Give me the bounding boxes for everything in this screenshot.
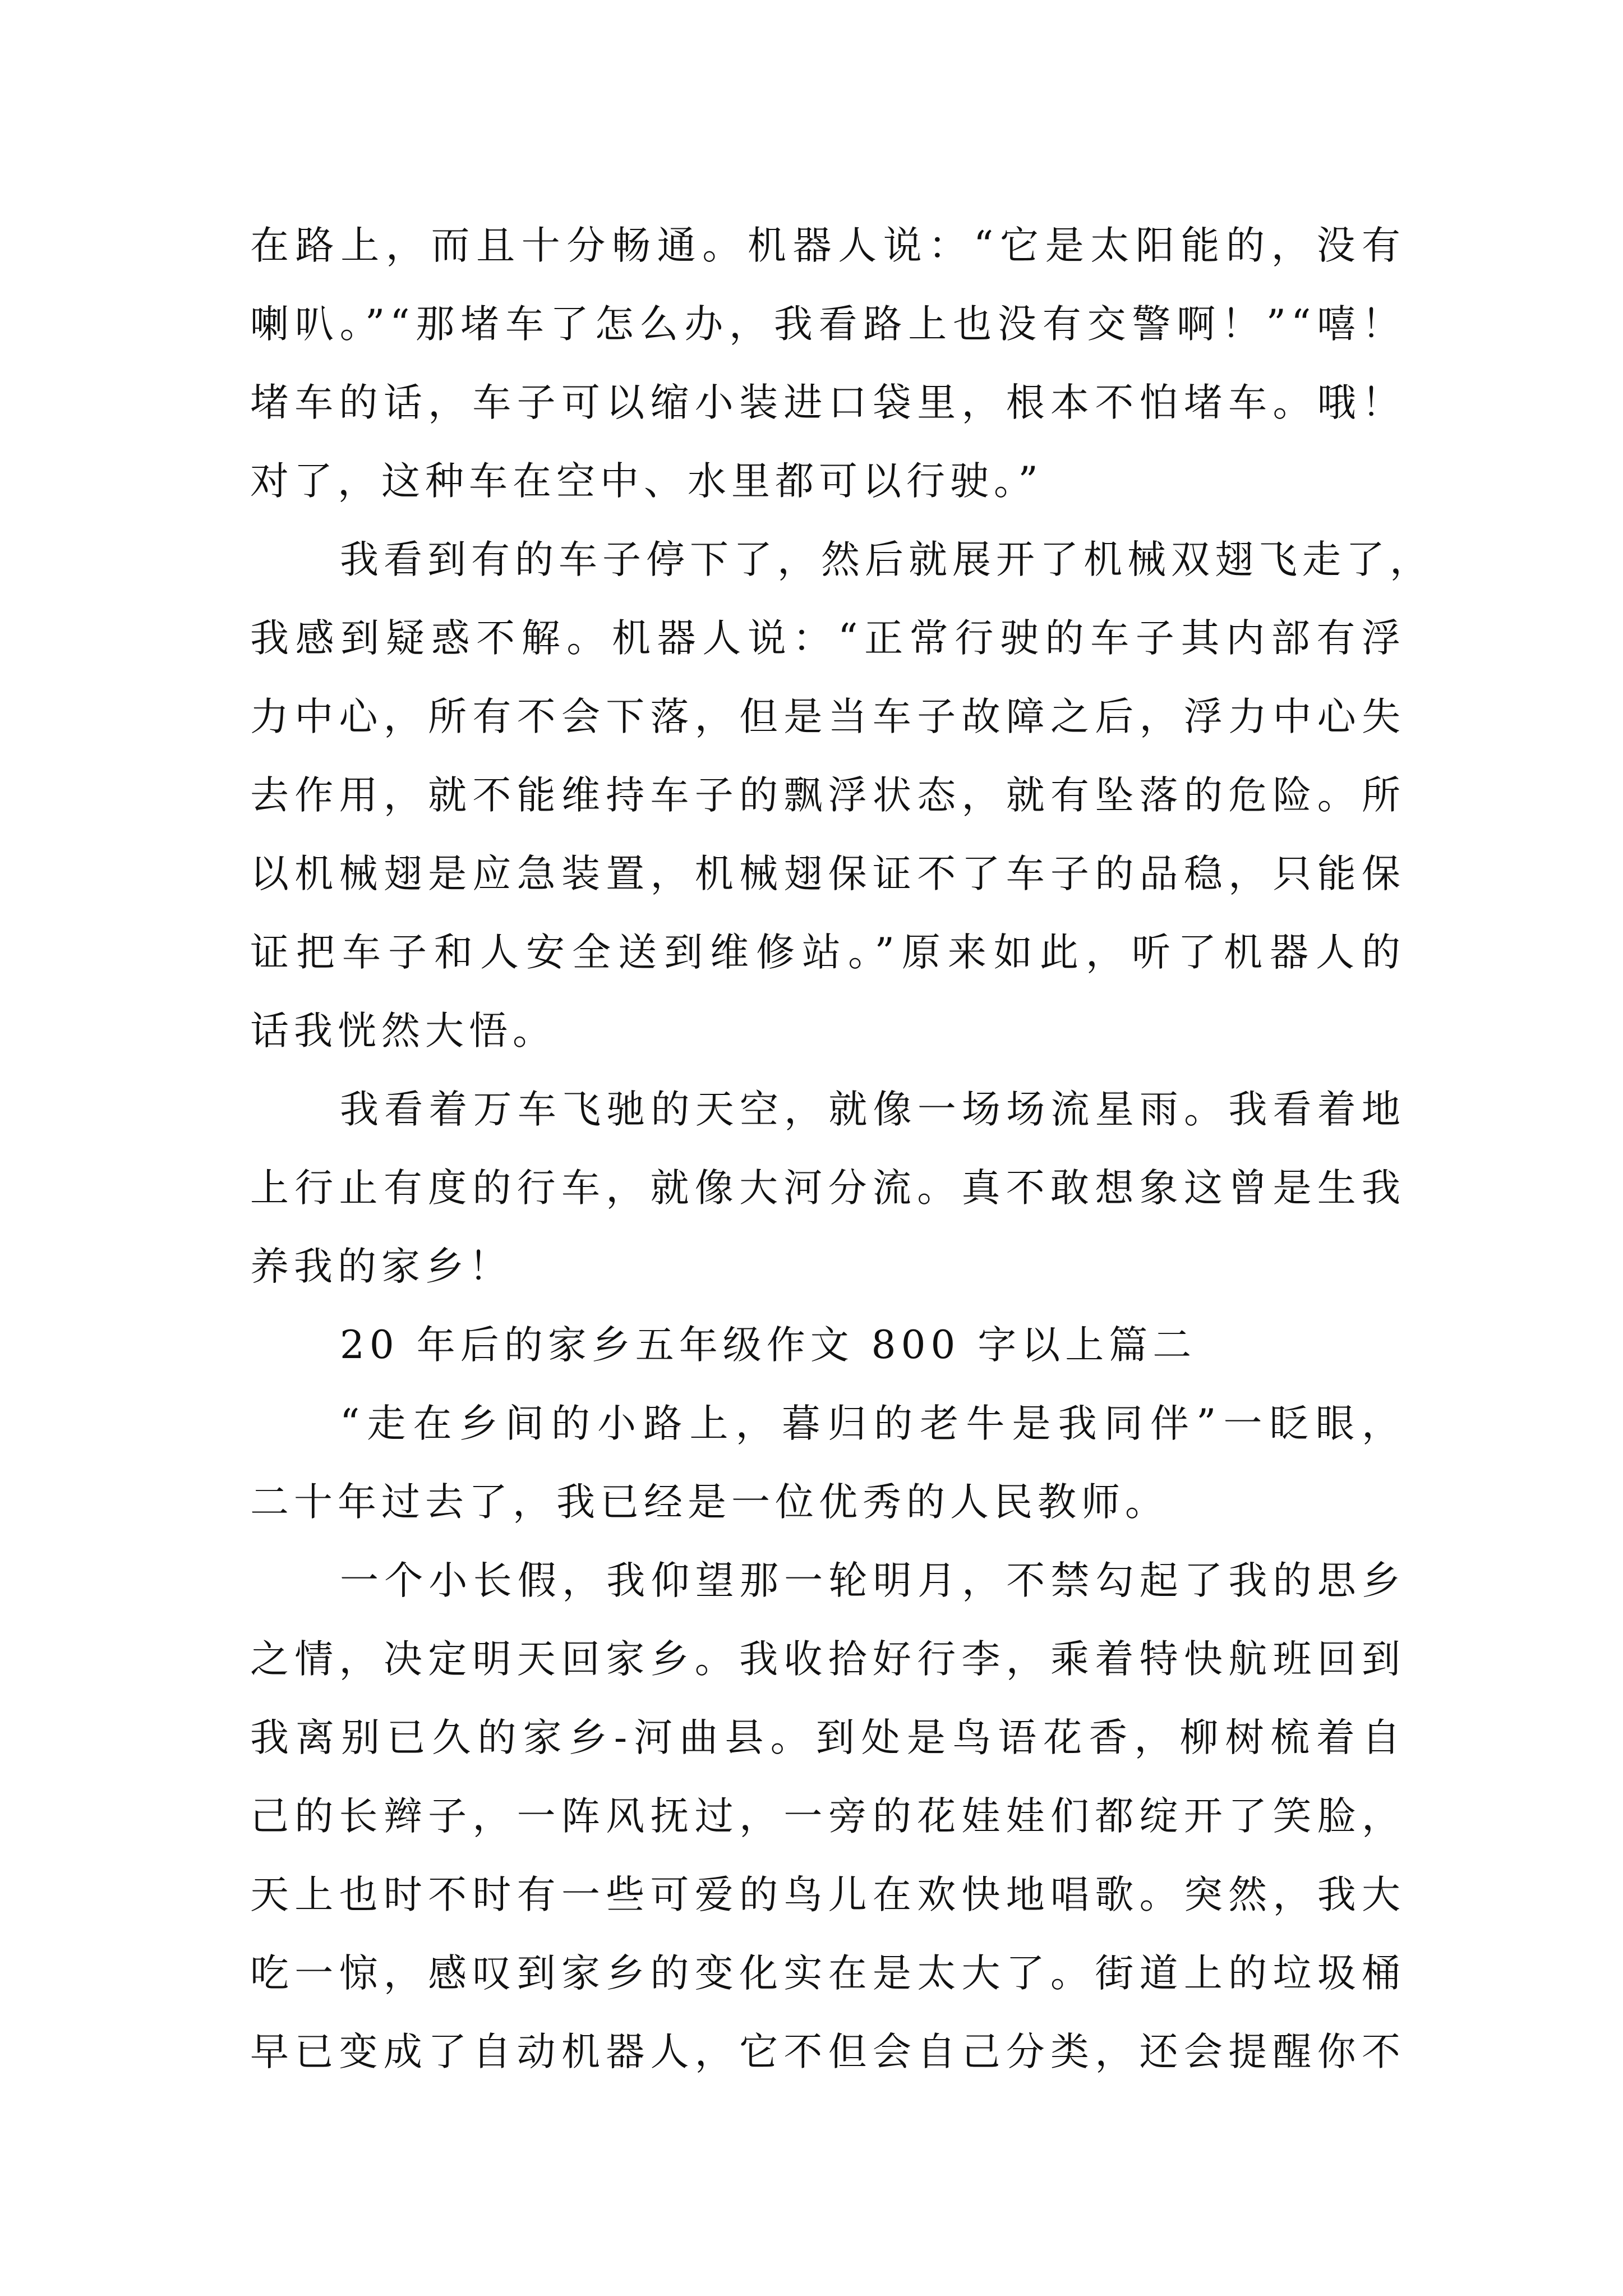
text-line: 我感到疑惑不解。机器人说：“正常行驶的车子其内部有浮 xyxy=(250,616,1405,661)
text-line: 之情，决定明天回家乡。我收拾好行李，乘着特快航班回到 xyxy=(250,1637,1405,1682)
text-line: 在路上，而且十分畅通。机器人说：“它是太阳能的，没有 xyxy=(250,223,1405,268)
text-line: 我离别已久的家乡-河曲县。到处是鸟语花香，柳树梳着自 xyxy=(250,1715,1405,1760)
text-line: 力中心，所有不会下落，但是当车子故障之后，浮力中心失 xyxy=(250,694,1405,739)
text-line: 堵车的话，车子可以缩小装进口袋里，根本不怕堵车。哦！ xyxy=(250,380,1405,425)
text-line: 己的长辫子，一阵风抚过，一旁的花娃娃们都绽开了笑脸， xyxy=(250,1794,1405,1839)
text-line: 早已变成了自动机器人，它不但会自己分类，还会提醒你不 xyxy=(250,2030,1405,2074)
text-line: 二十年过去了，我已经是一位优秀的人民教师。 xyxy=(250,1480,1169,1525)
paragraph-first-line: 一个小长假，我仰望那一轮明月，不禁勾起了我的思乡 xyxy=(340,1558,1405,1603)
text-line: 话我恍然大悟。 xyxy=(250,1009,556,1053)
text-line: 证把车子和人安全送到维修站。”原来如此，听了机器人的 xyxy=(250,930,1405,975)
section-heading: 20 年后的家乡五年级作文 800 字以上篇二 xyxy=(340,1323,1197,1368)
paragraph-first-line: 我看到有的车子停下了，然后就展开了机械双翅飞走了， xyxy=(340,537,1433,582)
text-line: 去作用，就不能维持车子的飘浮状态，就有坠落的危险。所 xyxy=(250,773,1405,818)
text-line: 天上也时不时有一些可爱的鸟儿在欢快地唱歌。突然，我大 xyxy=(250,1872,1405,1917)
text-line: 喇叭。”“那堵车了怎么办，我看路上也没有交警啊！”“嘻！ xyxy=(250,302,1405,347)
paragraph-first-line: “走在乡间的小路上，暮归的老牛是我同伴”一眨眼， xyxy=(340,1401,1405,1446)
text-line: 吃一惊，感叹到家乡的变化实在是太大了。街道上的垃圾桶 xyxy=(250,1951,1405,1996)
text-line: 以机械翅是应急装置，机械翅保证不了车子的品稳，只能保 xyxy=(250,852,1405,896)
text-line: 养我的家乡！ xyxy=(250,1244,513,1289)
paragraph-first-line: 我看着万车飞驰的天空，就像一场场流星雨。我看着地 xyxy=(340,1087,1405,1132)
text-line: 上行止有度的行车，就像大河分流。真不敢想象这曾是生我 xyxy=(250,1166,1405,1211)
text-line: 对了，这种车在空中、水里都可以行驶。” xyxy=(250,459,1043,504)
